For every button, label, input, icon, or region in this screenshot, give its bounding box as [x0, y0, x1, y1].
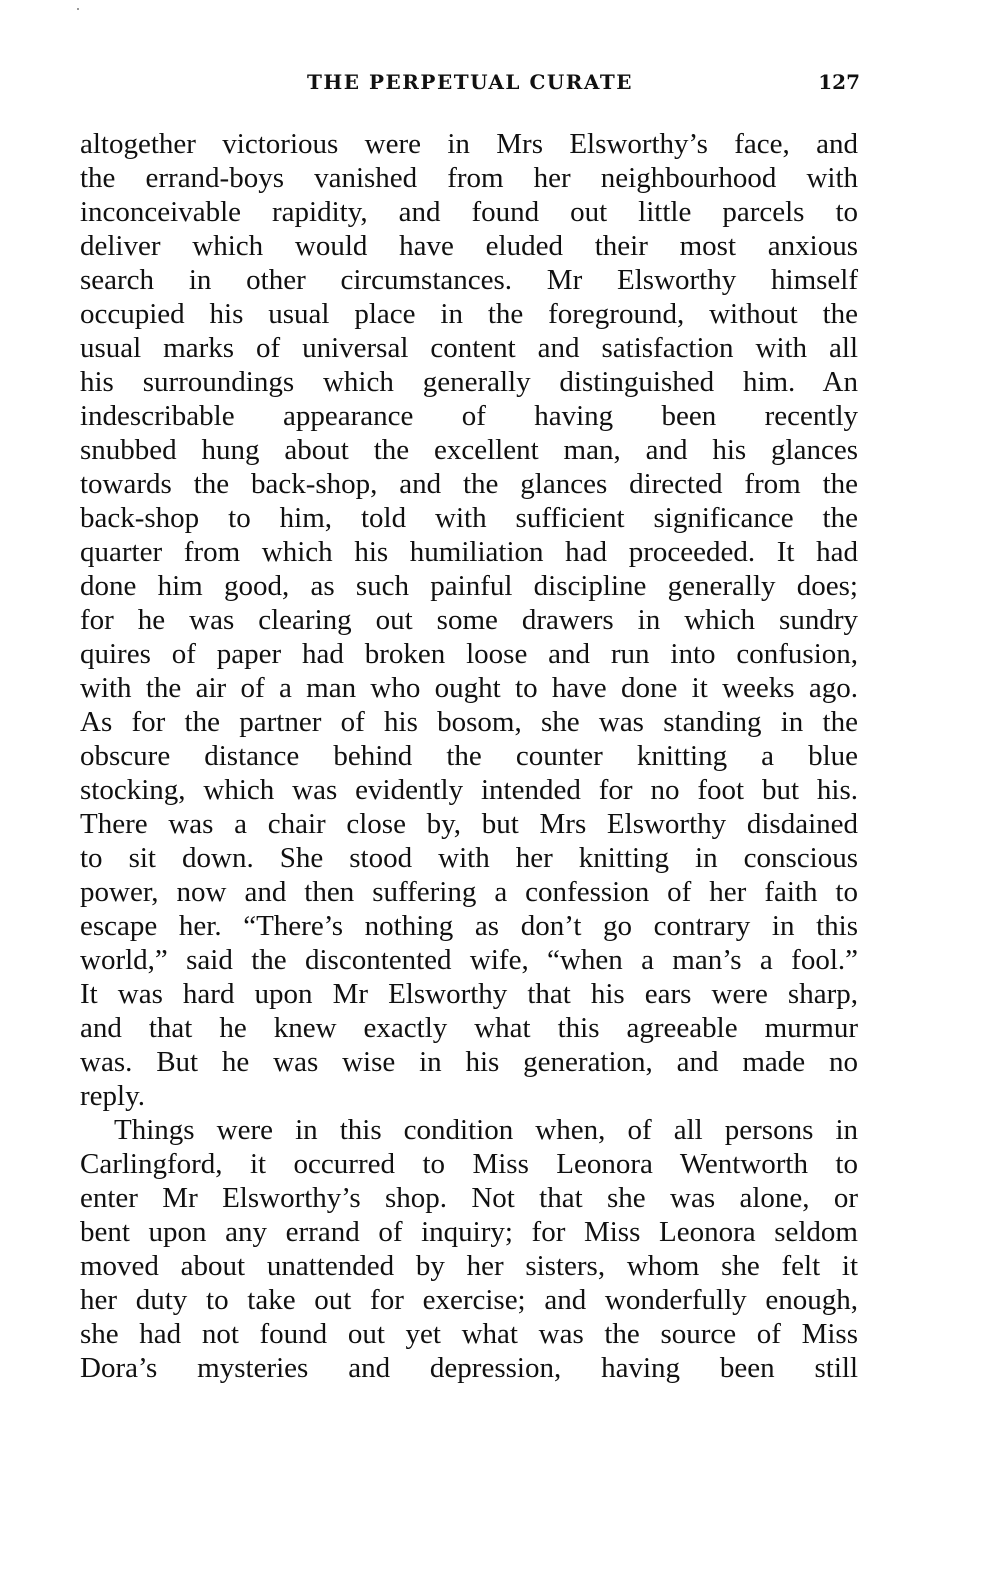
text-line: usual marks of universal content and satisfaction with all — [80, 332, 858, 364]
text-line: stocking, which was evidently intended for no foot but his. — [80, 774, 858, 806]
text-line: occupied his usual place in the foreground, without the — [80, 298, 858, 330]
text-line: the errand-boys vanished from her neighbourhood with — [80, 162, 858, 194]
text-line: with the air of a man who ought to have done it weeks ago. — [80, 672, 858, 704]
text-line: There was a chair close by, but Mrs Elsworthy disdained — [80, 808, 858, 840]
text-line: Dora’s mysteries and depression, having been still — [80, 1352, 858, 1384]
text-line: done him good, as such painful discipline generally does; — [80, 570, 858, 602]
text-line: power, now and then suffering a confession of her faith to — [80, 876, 858, 908]
text-line: altogether victorious were in Mrs Elsworthy’s face, and — [80, 128, 858, 160]
body-text — [80, 127, 858, 1385]
text-line: enter Mr Elsworthy’s shop. Not that she was alone, or — [80, 1182, 858, 1214]
text-line: his surroundings which generally distinguished him. An — [80, 366, 858, 398]
text-line: was. But he was wise in his generation, and made no — [80, 1046, 858, 1078]
text-line: quarter from which his humiliation had proceeded. It had — [80, 536, 858, 568]
text-line: deliver which would have eluded their most anxious — [80, 230, 858, 262]
page-number: 127 — [818, 70, 860, 94]
text-line: search in other circumstances. Mr Elsworthy himself — [80, 264, 858, 296]
text-line: indescribable appearance of having been recently — [80, 400, 858, 432]
text-line: escape her. “There’s nothing as don’t go contrary in this — [80, 910, 858, 942]
text-line: bent upon any errand of inquiry; for Miss Leonora seldom — [80, 1216, 858, 1248]
text-line: As for the partner of his bosom, she was standing in the — [80, 706, 858, 738]
text-line: towards the back-shop, and the glances directed from the — [80, 468, 858, 500]
text-line: for he was clearing out some drawers in which sundry — [80, 604, 858, 636]
text-line: obscure distance behind the counter knitting a blue — [80, 740, 858, 772]
scan-speck — [77, 8, 79, 10]
text-line: Carlingford, it occurred to Miss Leonora Wentworth to — [80, 1148, 858, 1180]
text-line: moved about unattended by her sisters, whom she felt it — [80, 1250, 858, 1282]
text-line: world,” said the discontented wife, “when a man’s a fool.” — [80, 944, 858, 976]
text-line: she had not found out yet what was the source of Miss — [80, 1318, 858, 1350]
running-head — [80, 64, 860, 104]
text-line: back-shop to him, told with sufficient significance the — [80, 502, 858, 534]
text-line: quires of paper had broken loose and run into confusion, — [80, 638, 858, 670]
running-title: THE PERPETUAL CURATE — [307, 70, 633, 94]
text-line: It was hard upon Mr Elsworthy that his ears were sharp, — [80, 978, 858, 1010]
text-line: snubbed hung about the excellent man, and his glances — [80, 434, 858, 466]
text-line: inconceivable rapidity, and found out little parcels to — [80, 196, 858, 228]
text-line: to sit down. She stood with her knitting in conscious — [80, 842, 858, 874]
paragraph-last-line: reply. — [80, 1080, 145, 1112]
text-line: her duty to take out for exercise; and wonderfully enough, — [80, 1284, 858, 1316]
text-line: and that he knew exactly what this agreeable murmur — [80, 1012, 858, 1044]
paragraph-first-line: Things were in this condition when, of all persons in — [114, 1114, 858, 1146]
